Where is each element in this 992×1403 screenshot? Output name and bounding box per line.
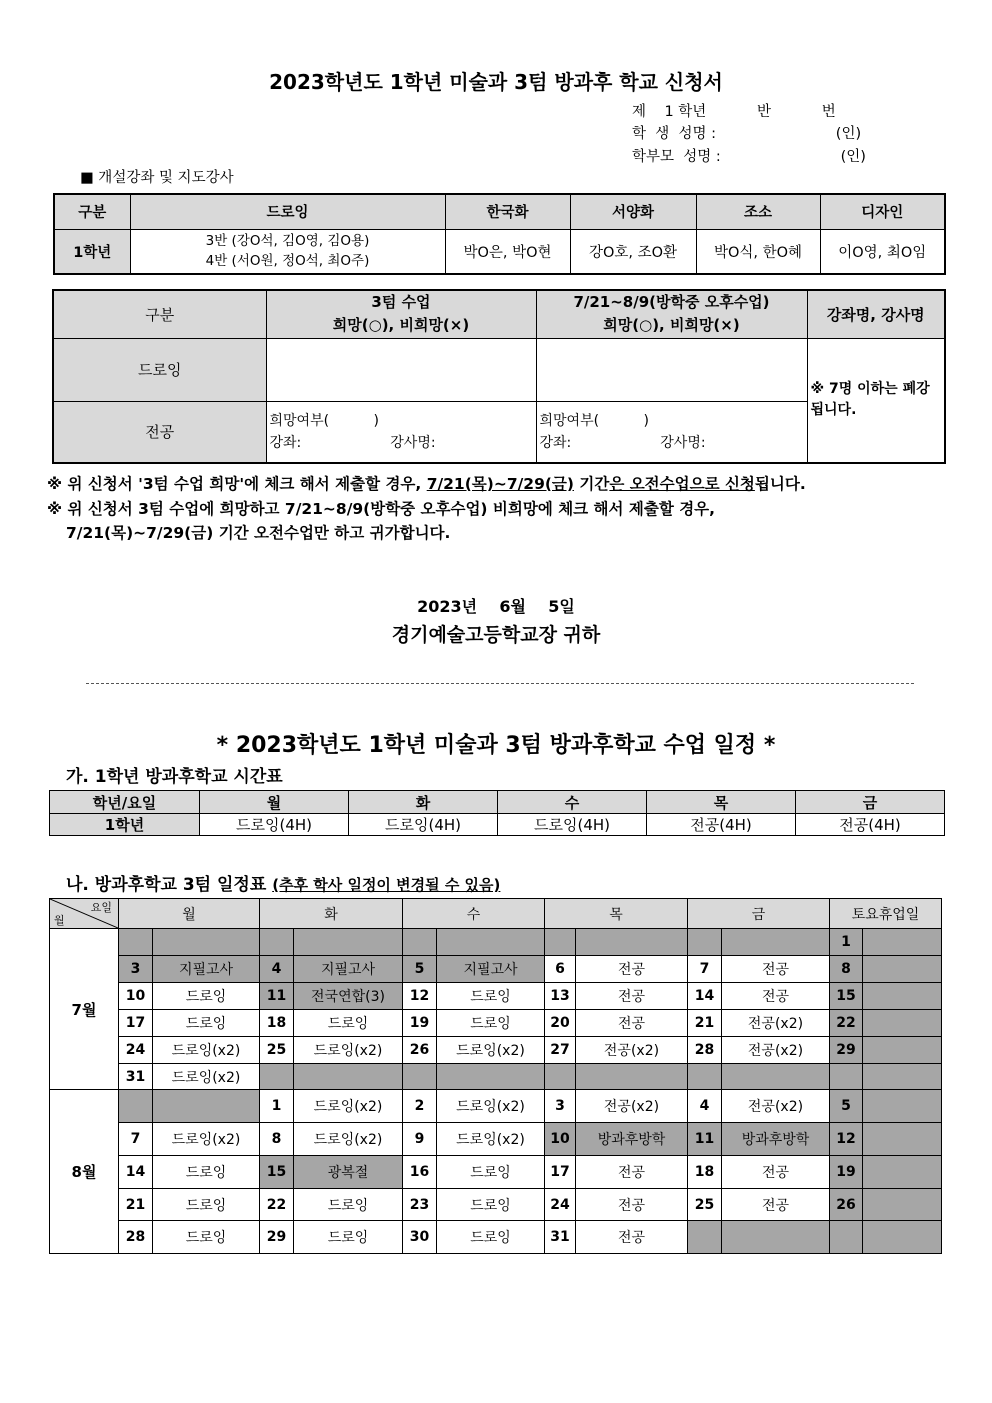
student-class-line: 제 1 학년 반 번 (632, 104, 836, 120)
calendar-date (688, 1221, 722, 1254)
note-1-part-b: 기간 (574, 475, 610, 493)
calendar-event: 드로잉(x2) (153, 1037, 260, 1064)
corner-day-label: 요일 (90, 901, 112, 914)
course-korean-cell: 박O은, 박O현 (445, 229, 570, 274)
calendar-event: 드로잉(x2) (153, 1064, 260, 1090)
calendar-week-row (50, 1064, 942, 1090)
course-header-category: 구분 (54, 194, 130, 229)
calendar-event (863, 1156, 942, 1189)
calendar-event (722, 929, 830, 956)
calendar-date (119, 929, 153, 956)
timetable-header-thu: 목 (647, 791, 796, 814)
calendar-event: 전국연합(3) (294, 983, 403, 1010)
course-header-western: 서양화 (570, 194, 696, 229)
cut-line (86, 683, 914, 684)
note-1-morning: 은 오전수업으로 신청 (609, 475, 755, 493)
calendar-event (863, 983, 942, 1010)
calendar-event: 전공(x2) (576, 1090, 688, 1123)
calendar-date: 7 (688, 956, 722, 983)
calendar-header-fri: 금 (688, 899, 830, 929)
calendar-date: 22 (830, 1010, 863, 1037)
wish-header-term (266, 290, 536, 338)
wish-header-afternoon-sub: 희망(○), 비희망(×) (603, 316, 740, 335)
calendar-date: 9 (403, 1123, 437, 1156)
wish-header-afternoon (536, 290, 807, 338)
course-header-korean: 한국화 (445, 194, 570, 229)
major-term-wish-input[interactable] (266, 401, 536, 463)
major-term-wish-label: 희망여부( ) (269, 412, 380, 429)
calendar-event: 드로잉 (153, 1189, 260, 1221)
calendar-date: 21 (688, 1010, 722, 1037)
calendar-date: 23 (403, 1189, 437, 1221)
course-header-drawing: 드로잉 (130, 194, 445, 229)
calendar-event: 전공 (722, 1189, 830, 1221)
calendar-date: 14 (688, 983, 722, 1010)
calendar-event: 드로잉(x2) (294, 1037, 403, 1064)
calendar-event (576, 929, 688, 956)
course-drawing-cell (130, 229, 445, 274)
calendar-date: 3 (545, 1090, 576, 1123)
calendar-date: 17 (119, 1010, 153, 1037)
calendar-date: 18 (260, 1010, 294, 1037)
timetable-tue: 드로잉(4H) (349, 814, 498, 836)
note-1 (47, 472, 806, 494)
calendar-date: 10 (119, 983, 153, 1010)
wish-table (52, 289, 946, 464)
wish-header-term-sub: 희망(○), 비희망(×) (332, 316, 470, 335)
calendar-date: 8 (830, 956, 863, 983)
wish-header-category: 구분 (53, 290, 266, 338)
calendar-date: 15 (830, 983, 863, 1010)
calendar-date: 24 (119, 1037, 153, 1064)
calendar-event: 드로잉(x2) (437, 1123, 545, 1156)
application-date: 2023년 6월 5일 (417, 597, 575, 616)
calendar-date (688, 1064, 722, 1090)
calendar-month-label: 7월 (50, 929, 119, 1090)
course-row-label: 1학년 (54, 229, 130, 274)
calendar-event (863, 1037, 942, 1064)
calendar-event (863, 956, 942, 983)
calendar-week-row (50, 1123, 942, 1156)
section-a-title: 가. 1학년 방과후학교 시간표 (66, 767, 283, 787)
calendar-event: 방과후방학 (576, 1123, 688, 1156)
calendar-event (863, 1221, 942, 1254)
calendar-header-sat: 토요휴업일 (830, 899, 942, 929)
calendar-event: 전공 (576, 1156, 688, 1189)
calendar-date: 27 (545, 1037, 576, 1064)
calendar-date (830, 1221, 863, 1254)
calendar-header-mon: 월 (119, 899, 260, 929)
calendar-date: 14 (119, 1156, 153, 1189)
closure-note: ※ 7명 이하는 폐강됩니다. (807, 338, 945, 463)
calendar-date (260, 1064, 294, 1090)
course-western-cell: 강O호, 조O환 (570, 229, 696, 274)
drawing-afternoon-wish-input[interactable] (536, 338, 807, 401)
calendar-date: 30 (403, 1221, 437, 1254)
calendar-date (545, 1064, 576, 1090)
calendar-event: 드로잉 (153, 1221, 260, 1254)
calendar-event: 드로잉 (437, 1221, 545, 1254)
calendar-header-tue: 화 (260, 899, 403, 929)
wish-header-course: 강좌명, 강사명 (807, 290, 945, 338)
calendar-date: 1 (830, 929, 863, 956)
course-header-design: 디자인 (820, 194, 945, 229)
calendar-date (403, 1064, 437, 1090)
calendar-week-row (50, 1037, 942, 1064)
calendar-date: 4 (688, 1090, 722, 1123)
calendar-date: 31 (545, 1221, 576, 1254)
calendar-date: 15 (260, 1156, 294, 1189)
calendar-date: 29 (830, 1037, 863, 1064)
calendar-event: 드로잉 (294, 1189, 403, 1221)
calendar-date (119, 1090, 153, 1123)
calendar-date: 12 (403, 983, 437, 1010)
calendar-event: 전공 (576, 1010, 688, 1037)
calendar-date: 24 (545, 1189, 576, 1221)
drawing-class4: 4반 (서O원, 정O석, 최O주) (205, 253, 370, 270)
calendar-date: 21 (119, 1189, 153, 1221)
calendar-event (576, 1064, 688, 1090)
calendar-event: 전공 (722, 983, 830, 1010)
calendar-header-wed: 수 (403, 899, 545, 929)
calendar-event (722, 1221, 830, 1254)
calendar-week-row (50, 1156, 942, 1189)
schedule-title: * 2023학년도 1학년 미술과 3텀 방과후학교 수업 일정 * (216, 733, 776, 758)
calendar-event (863, 1123, 942, 1156)
weekly-timetable (49, 790, 945, 836)
calendar-date: 16 (403, 1156, 437, 1189)
major-afternoon-course-label: 강좌: 강사명: (539, 434, 706, 451)
calendar-date (260, 929, 294, 956)
note-1-part-c: 됩니다. (754, 475, 806, 493)
form-title: 2023학년도 1학년 미술과 3텀 방과후 학교 신청서 (269, 70, 723, 94)
calendar-event: 드로잉 (437, 983, 545, 1010)
calendar-date: 22 (260, 1189, 294, 1221)
section-b-note: (추후 학사 일정이 변경될 수 있음) (272, 876, 501, 894)
course-table (53, 193, 946, 275)
note-1-dates: 7/21(목)~7/29(금) (426, 475, 574, 493)
calendar-event: 전공 (576, 983, 688, 1010)
calendar-date: 26 (403, 1037, 437, 1064)
wish-header-term-title: 3텀 수업 (371, 293, 431, 312)
calendar-event (294, 1064, 403, 1090)
wish-header-afternoon-title: 7/21~8/9(방학중 오후수업) (573, 293, 770, 312)
calendar-event (863, 929, 942, 956)
calendar-event: 드로잉(x2) (294, 1090, 403, 1123)
calendar-date: 1 (260, 1090, 294, 1123)
calendar-date: 17 (545, 1156, 576, 1189)
major-afternoon-wish-input[interactable] (536, 401, 807, 463)
calendar-date: 3 (119, 956, 153, 983)
calendar-week-row (50, 956, 942, 983)
calendar-date: 7 (119, 1123, 153, 1156)
timetable-wed: 드로잉(4H) (498, 814, 647, 836)
calendar-week-row (50, 1090, 942, 1123)
timetable-header-fri: 금 (796, 791, 945, 814)
calendar-event: 드로잉 (153, 1010, 260, 1037)
calendar-date (688, 929, 722, 956)
note-1-part-a: ※ 위 신청서 '3텀 수업 희망'에 체크 해서 제출할 경우, (47, 475, 427, 493)
calendar-event: 드로잉(x2) (153, 1123, 260, 1156)
timetable-header-wed: 수 (498, 791, 647, 814)
calendar-week-row (50, 983, 942, 1010)
calendar-event: 드로잉 (437, 1156, 545, 1189)
section-b-label: 나. 방과후학교 3텀 일정표 (66, 875, 267, 895)
calendar-date: 19 (403, 1010, 437, 1037)
calendar-date: 11 (688, 1123, 722, 1156)
timetable-header-tue: 화 (349, 791, 498, 814)
section-label: ■ 개설강좌 및 지도강사 (80, 170, 234, 186)
student-name-line: 학 생 성명 : (인) (632, 126, 862, 142)
calendar-date (830, 1064, 863, 1090)
wish-row-drawing: 드로잉 (53, 338, 266, 401)
timetable-thu: 전공(4H) (647, 814, 796, 836)
calendar-date: 18 (688, 1156, 722, 1189)
calendar-date: 10 (545, 1123, 576, 1156)
calendar-event (863, 1090, 942, 1123)
calendar-date: 20 (545, 1010, 576, 1037)
timetable-fri: 전공(4H) (796, 814, 945, 836)
calendar-header-thu: 목 (545, 899, 688, 929)
calendar-date: 4 (260, 956, 294, 983)
drawing-class3: 3반 (강O석, 김O영, 김O용) (205, 233, 370, 250)
calendar-date: 19 (830, 1156, 863, 1189)
calendar-date: 25 (688, 1189, 722, 1221)
calendar-event: 전공(x2) (576, 1037, 688, 1064)
recipient: 경기예술고등학교장 귀하 (391, 624, 601, 646)
calendar-corner (50, 899, 119, 929)
calendar-event: 전공(x2) (722, 1090, 830, 1123)
calendar-event: 광복절 (294, 1156, 403, 1189)
calendar-date: 2 (403, 1090, 437, 1123)
calendar-event (863, 1064, 942, 1090)
calendar-event: 드로잉(x2) (294, 1123, 403, 1156)
calendar-event: 방과후방학 (722, 1123, 830, 1156)
calendar-week-row (50, 1010, 942, 1037)
calendar-date: 29 (260, 1221, 294, 1254)
note-2-line1: ※ 위 신청서 3텀 수업에 희망하고 7/21~8/9(방학중 오후수업) 비희망에 체크 해서 제출할 경우, (47, 500, 716, 518)
calendar-date: 8 (260, 1123, 294, 1156)
calendar-event: 드로잉 (437, 1010, 545, 1037)
calendar-event: 드로잉(x2) (437, 1037, 545, 1064)
course-design-cell: 이O영, 최O임 (820, 229, 945, 274)
calendar-event (153, 1090, 260, 1123)
note-2-line2: 7/21(목)~7/29(금) 기간 오전수업만 하고 귀가합니다. (66, 524, 451, 542)
calendar-date: 12 (830, 1123, 863, 1156)
calendar-event: 드로잉 (437, 1189, 545, 1221)
major-term-course-label: 강좌: 강사명: (269, 434, 436, 451)
calendar-event (437, 1064, 545, 1090)
calendar-event (294, 929, 403, 956)
calendar-event: 드로잉 (153, 1156, 260, 1189)
calendar-event (863, 1010, 942, 1037)
calendar-event: 전공 (722, 1156, 830, 1189)
timetable-header-grade: 학년/요일 (50, 791, 200, 814)
calendar-event: 전공 (722, 956, 830, 983)
section-b-title (66, 870, 500, 895)
calendar-week-row (50, 1189, 942, 1221)
calendar-event: 전공(x2) (722, 1010, 830, 1037)
calendar-date: 5 (403, 956, 437, 983)
calendar-date: 26 (830, 1189, 863, 1221)
corner-month-label: 월 (54, 914, 65, 927)
calendar-event: 전공 (576, 956, 688, 983)
calendar-event: 지필고사 (294, 956, 403, 983)
calendar-date (545, 929, 576, 956)
calendar-event: 지필고사 (153, 956, 260, 983)
calendar-month-label: 8월 (50, 1090, 119, 1254)
drawing-term-wish-input[interactable] (266, 338, 536, 401)
timetable-row-label: 1학년 (50, 814, 200, 836)
term-calendar (49, 898, 942, 1254)
calendar-event (153, 929, 260, 956)
calendar-date (403, 929, 437, 956)
calendar-event: 전공(x2) (722, 1037, 830, 1064)
calendar-date: 5 (830, 1090, 863, 1123)
wish-row-major: 전공 (53, 401, 266, 463)
calendar-event: 드로잉 (294, 1221, 403, 1254)
calendar-event: 드로잉 (294, 1010, 403, 1037)
calendar-event: 전공 (576, 1189, 688, 1221)
calendar-date: 28 (688, 1037, 722, 1064)
timetable-header-mon: 월 (200, 791, 349, 814)
calendar-event (437, 929, 545, 956)
calendar-event: 지필고사 (437, 956, 545, 983)
calendar-date: 11 (260, 983, 294, 1010)
calendar-event: 드로잉 (153, 983, 260, 1010)
course-header-sculpture: 조소 (696, 194, 820, 229)
calendar-week-row (50, 1221, 942, 1254)
calendar-event: 드로잉(x2) (437, 1090, 545, 1123)
calendar-event (722, 1064, 830, 1090)
calendar-date: 25 (260, 1037, 294, 1064)
course-sculpture-cell: 박O식, 한O혜 (696, 229, 820, 274)
major-afternoon-wish-label: 희망여부( ) (539, 412, 650, 429)
calendar-date: 28 (119, 1221, 153, 1254)
timetable-mon: 드로잉(4H) (200, 814, 349, 836)
calendar-week-row (50, 929, 942, 956)
calendar-date: 6 (545, 956, 576, 983)
calendar-event (863, 1189, 942, 1221)
calendar-event: 전공 (576, 1221, 688, 1254)
calendar-date: 13 (545, 983, 576, 1010)
parent-name-line: 학부모 성명 : (인) (632, 149, 866, 165)
calendar-date: 31 (119, 1064, 153, 1090)
